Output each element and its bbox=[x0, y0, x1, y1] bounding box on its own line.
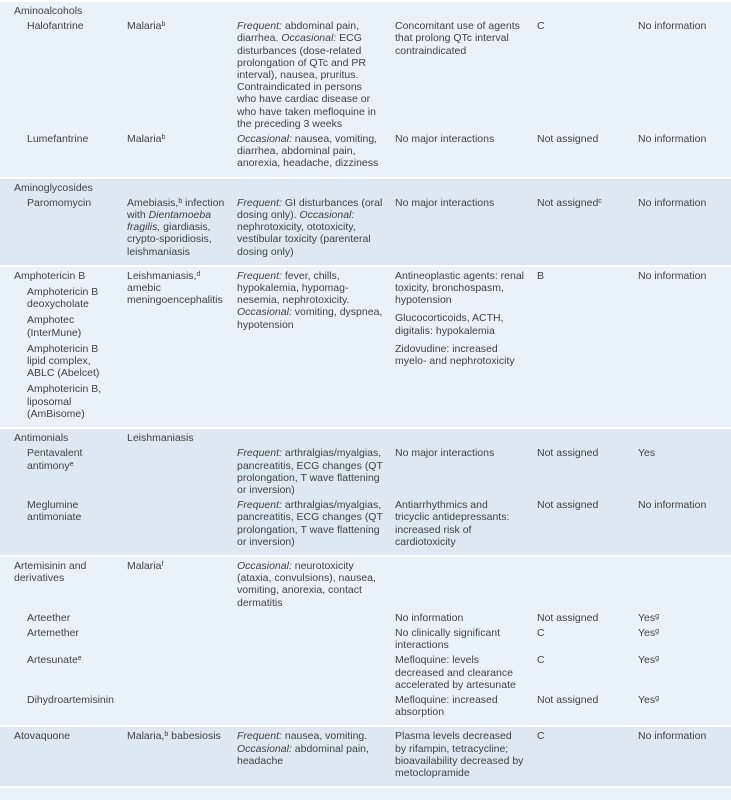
drug-row bbox=[14, 694, 731, 718]
availability-cell bbox=[638, 182, 731, 194]
drug-name: Aminoalcohols bbox=[14, 5, 83, 17]
drug-name-cell bbox=[14, 694, 127, 718]
drug-name-cell bbox=[14, 612, 127, 624]
drug-row bbox=[14, 133, 731, 170]
indication-cell bbox=[127, 499, 237, 548]
indication-cell: Malaria$^f$ bbox=[127, 559, 164, 572]
availability-cell bbox=[638, 432, 731, 444]
table-section-aminoalcohols bbox=[0, 0, 731, 177]
drug-formulation: Amphotericin B, liposomal (AmBisome) bbox=[27, 383, 102, 420]
drug-name-cell bbox=[14, 499, 127, 548]
pregnancy-class-cell: B bbox=[537, 269, 545, 282]
adverse-effects-cell bbox=[237, 654, 395, 691]
interactions-cell bbox=[395, 694, 537, 718]
pregnancy-class-cell: C bbox=[537, 654, 545, 667]
indication-cell: Leishmaniasis,$^d$ amebic meningoencephalitis bbox=[127, 269, 223, 307]
drug-name: Halofantrine bbox=[27, 20, 84, 33]
class-header-row bbox=[14, 432, 731, 444]
adverse-effects-cell: Frequent: GI disturbances (oral dosing only). Occasional: nephrotoxicity, ototoxicity, vestibular toxicity (parenteral dosing only) bbox=[237, 196, 383, 258]
adverse-effects-cell bbox=[237, 5, 395, 17]
adverse-effects-cell: Frequent: arthralgias/myalgias, pancreatitis, ECG changes (QT prolongation, T wave flattening or inversion) bbox=[237, 447, 383, 496]
interaction-item: Concomitant use of agents that prolong QTc interval contraindicated bbox=[395, 20, 520, 57]
adverse-effects-cell: Frequent: arthralgias/myalgias, pancreatitis, ECG changes (QT prolongation, T wave flattening or inversion) bbox=[237, 499, 383, 548]
indication-cell bbox=[127, 694, 237, 718]
pregnancy-class-cell bbox=[537, 182, 638, 194]
class-header-row bbox=[14, 5, 731, 17]
drug-name-cell bbox=[14, 133, 127, 170]
table-section-antimonials bbox=[0, 427, 731, 555]
interaction-item: No major interactions bbox=[395, 447, 495, 460]
interaction-item: Mefloquine: levels decreased and clearance accelerated by artesunate bbox=[395, 654, 516, 691]
drug-name: Atovaquone bbox=[14, 730, 71, 743]
interactions-cell bbox=[395, 447, 537, 496]
table-section-amphotericin-b bbox=[0, 265, 731, 427]
pregnancy-class-cell: Not assigned bbox=[537, 693, 599, 706]
drug-row bbox=[14, 499, 731, 548]
interaction-item: Zidovudine: increased myelo- and nephrotoxicity bbox=[395, 342, 515, 368]
drug-row bbox=[14, 730, 731, 779]
table-section-aminoglycosides bbox=[0, 177, 731, 265]
interactions-cell bbox=[395, 20, 537, 130]
interaction-item: No major interactions bbox=[395, 196, 495, 209]
availability-cell: Yes$^g$ bbox=[638, 626, 660, 639]
indication-cell: Malaria$^b$ bbox=[127, 133, 166, 146]
drug-row bbox=[14, 654, 731, 691]
drug-name-cell bbox=[14, 560, 127, 609]
drug-name: Paromomycin bbox=[27, 196, 92, 209]
interactions-cell bbox=[395, 612, 537, 624]
drug-name: Artemisinin and derivatives bbox=[14, 559, 87, 585]
indication-cell: Malaria$^b$ bbox=[127, 20, 166, 33]
availability-cell: No information bbox=[638, 133, 707, 146]
indication-cell bbox=[127, 612, 237, 624]
drug-name-cell bbox=[14, 730, 127, 779]
interactions-cell bbox=[395, 730, 537, 779]
drug-name-cell bbox=[14, 627, 127, 651]
interaction-item: Plasma levels decreased by rifampin, tetracycline; bioavailability decreased by metoclopramide bbox=[395, 730, 524, 779]
adverse-effects-cell: Occasional: nausea, vomiting, diarrhea, abdominal pain, anorexia, headache, dizziness bbox=[237, 133, 379, 170]
indication-cell: Malaria,$^b$ babesiosis bbox=[127, 730, 221, 743]
drug-formulation: Amphotericin B lipid complex, ABLC (Abelcet) bbox=[27, 342, 100, 380]
adverse-effects-cell bbox=[237, 627, 395, 651]
pregnancy-class-cell: C bbox=[537, 626, 545, 639]
drug-name: Aminoglycosides bbox=[14, 181, 93, 194]
indication-cell: Leishmaniasis bbox=[127, 432, 194, 445]
interactions-cell bbox=[395, 560, 537, 609]
drug-formulation: Amphotericin B deoxycholate bbox=[27, 286, 99, 311]
indication-cell bbox=[127, 654, 237, 691]
drug-row bbox=[14, 270, 731, 420]
availability-cell: Yes$^g$ bbox=[638, 611, 660, 624]
interaction-item: No information bbox=[395, 611, 464, 624]
drug-name-cell bbox=[14, 5, 127, 17]
drug-name: Artemether bbox=[27, 626, 79, 639]
drug-name: Dihydroartemisinin bbox=[27, 693, 114, 706]
drug-name-cell bbox=[14, 270, 127, 420]
drug-row bbox=[14, 197, 731, 258]
drug-row bbox=[14, 20, 731, 130]
indication-cell bbox=[127, 447, 237, 496]
indication-cell bbox=[127, 182, 237, 194]
drug-name: Antimonials bbox=[14, 432, 69, 445]
availability-cell: Yes$^g$ bbox=[638, 654, 660, 667]
indication-cell bbox=[127, 5, 237, 17]
drug-name-cell bbox=[14, 447, 127, 496]
drug-name: Arteether bbox=[27, 611, 71, 624]
adverse-effects-cell: Frequent: abdominal pain, diarrhea. Occasional: ECG disturbances (dose-related prolongation of QTc and PR interval), nausea, pruritus. Contraindicated in persons who have cardiac disease or who have taken mefloquine in the preceding 3 weeks bbox=[237, 20, 376, 130]
availability-cell: Yes$^g$ bbox=[638, 693, 660, 706]
interactions-cell bbox=[395, 654, 537, 691]
drug-formulation: Amphotec (InterMune) bbox=[27, 314, 82, 339]
adverse-effects-cell: Frequent: fever, chills, hypokalemia, hypomag-nesemia, nephrotoxicity. Occasional: vomiting, dyspnea, hypotension bbox=[237, 269, 383, 331]
interactions-cell bbox=[395, 182, 537, 194]
interactions-cell bbox=[395, 133, 537, 170]
pregnancy-class-cell bbox=[537, 560, 638, 609]
availability-cell: No information bbox=[638, 730, 707, 743]
interactions-cell bbox=[395, 5, 537, 17]
pregnancy-class-cell: Not assigned bbox=[537, 133, 599, 146]
pregnancy-class-cell bbox=[537, 432, 638, 444]
interaction-item: Antiarrhythmics and tricyclic antidepressants: increased risk of cardiotoxicity bbox=[395, 499, 510, 548]
adverse-effects-cell bbox=[237, 612, 395, 624]
interaction-item: Mefloquine: increased absorption bbox=[395, 693, 498, 719]
pregnancy-class-cell: Not assigned bbox=[537, 447, 599, 460]
interaction-item: No clinically significant interactions bbox=[395, 626, 501, 652]
availability-cell: No information bbox=[638, 269, 707, 282]
interaction-item: No major interactions bbox=[395, 133, 495, 146]
availability-cell: No information bbox=[638, 196, 707, 209]
drug-name: Meglumine antimoniate bbox=[27, 499, 82, 524]
drug-row bbox=[14, 612, 731, 624]
availability-cell: No information bbox=[638, 20, 707, 33]
availability-cell: No information bbox=[638, 499, 707, 512]
pregnancy-class-cell: Not assigned bbox=[537, 611, 599, 624]
adverse-effects-cell bbox=[237, 694, 395, 718]
indication-cell bbox=[127, 627, 237, 651]
availability-cell bbox=[638, 560, 731, 609]
availability-cell: Yes bbox=[638, 447, 656, 460]
pregnancy-class-cell: Not assigned bbox=[537, 499, 599, 512]
interactions-cell bbox=[395, 432, 537, 444]
class-header-row bbox=[14, 560, 731, 609]
interactions-cell bbox=[395, 270, 537, 420]
drug-name: Artesunate$^e$ bbox=[27, 654, 82, 667]
drug-row bbox=[14, 627, 731, 651]
drug-name-cell bbox=[14, 20, 127, 130]
adverse-effects-cell: Occasional: neurotoxicity (ataxia, convulsions), nausea, vomiting, anorexia, contact dermatitis bbox=[237, 559, 376, 609]
adverse-effects-cell bbox=[237, 182, 395, 194]
adverse-effects-cell: Frequent: nausea, vomiting. Occasional: abdominal pain, headache bbox=[237, 730, 369, 767]
table-section-artemisinin bbox=[0, 555, 731, 725]
drug-name: Pentavalent antimony$^e$ bbox=[27, 447, 83, 472]
pregnancy-class-cell: C bbox=[537, 20, 545, 33]
interactions-cell bbox=[395, 499, 537, 548]
class-header-row bbox=[14, 182, 731, 194]
pregnancy-class-cell: C bbox=[537, 730, 545, 743]
interactions-cell bbox=[395, 627, 537, 651]
pregnancy-class-cell: Not assigned$^c$ bbox=[537, 196, 602, 209]
drug-name: Amphotericin B bbox=[14, 269, 86, 282]
drug-name: Lumefantrine bbox=[27, 133, 89, 146]
pregnancy-class-cell bbox=[537, 5, 638, 17]
drug-name-cell bbox=[14, 197, 127, 258]
indication-cell: Amebiasis,$^b$ infection with Dientamoeba fragilis, giardiasis, crypto-sporidiosis, leishmaniasis bbox=[127, 196, 225, 258]
drug-row bbox=[14, 447, 731, 496]
interactions-cell bbox=[395, 197, 537, 258]
interaction-item: Antineoplastic agents: renal toxicity, bronchospasm, hypotension bbox=[395, 269, 524, 307]
availability-cell bbox=[638, 5, 731, 17]
drug-name-cell bbox=[14, 654, 127, 691]
drug-name-cell bbox=[14, 182, 127, 194]
drug-name-cell bbox=[14, 432, 127, 444]
interaction-item: Glucocorticoids, ACTH, digitalis: hypokalemia bbox=[395, 312, 504, 337]
table-section-atovaquone bbox=[0, 725, 731, 788]
adverse-effects-cell bbox=[237, 432, 395, 444]
